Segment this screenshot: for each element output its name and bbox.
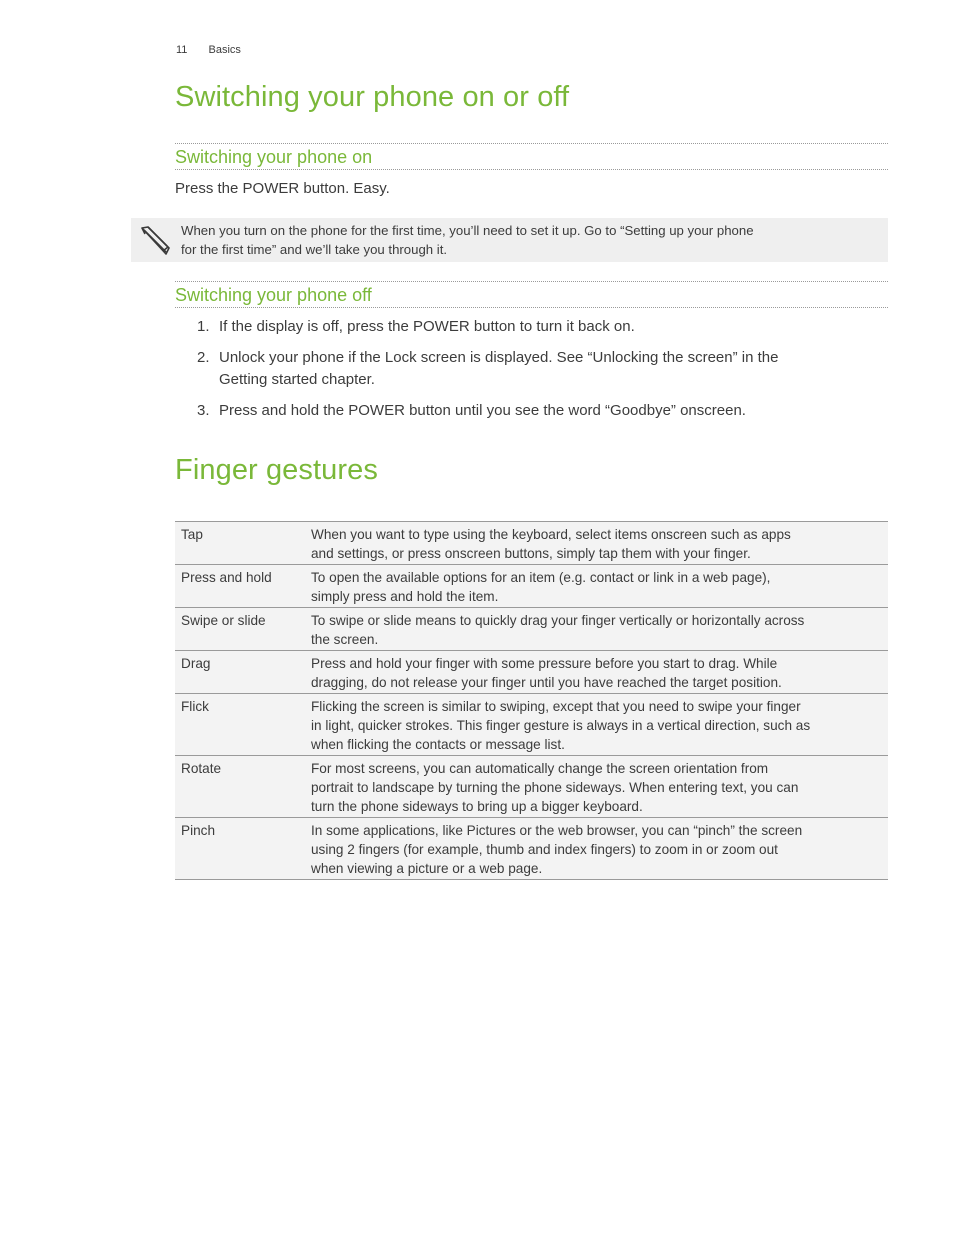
- page-content: [175, 80, 888, 880]
- gesture-description: [305, 818, 888, 880]
- phone-on-text: Press the POWER button. Easy.: [175, 180, 390, 197]
- gesture-term: Tap: [175, 522, 305, 565]
- description-line: When you want to type using the keyboard, select items onscreen such as apps: [311, 527, 791, 542]
- description-line: simply press and hold the item.: [311, 589, 499, 604]
- description-line: Flicking the screen is similar to swiping, except that you need to swipe your finger: [311, 699, 801, 714]
- page-header: [176, 44, 241, 56]
- description-line: using 2 fingers (for example, thumb and index fingers) to zoom in or zoom out: [311, 842, 778, 857]
- gestures-table: [175, 521, 888, 880]
- description-line: turn the phone sideways to bring up a bigger keyboard.: [311, 799, 643, 814]
- page-number: 11: [176, 44, 188, 56]
- gesture-term: Press and hold: [175, 565, 305, 608]
- section-name: Basics: [208, 44, 241, 56]
- gesture-description: [305, 694, 888, 756]
- table-row: [175, 608, 888, 651]
- step-text-line-1: Unlock your phone if the Lock screen is displayed. See “Unlocking the screen” in the: [219, 349, 779, 366]
- subheading-phone-off: Switching your phone off: [175, 281, 888, 308]
- description-line: the screen.: [311, 632, 379, 647]
- note-box: [131, 218, 888, 262]
- table-row: [175, 694, 888, 756]
- description-line: To open the available options for an item (e.g. contact or link in a web page),: [311, 570, 771, 585]
- description-line: when viewing a picture or a web page.: [311, 861, 543, 876]
- description-line: in light, quicker strokes. This finger gesture is always in a vertical direction, such as: [311, 718, 811, 733]
- description-line: Press and hold your finger with some pressure before you start to drag. While: [311, 656, 778, 671]
- step-text: Press and hold the POWER button until you see the word “Goodbye” onscreen.: [219, 402, 746, 419]
- gesture-description: [305, 651, 888, 694]
- table-row: [175, 522, 888, 565]
- gesture-term: Pinch: [175, 818, 305, 880]
- section-title-power: Switching your phone on or off: [175, 81, 570, 113]
- gesture-description: [305, 522, 888, 565]
- step-number: 2.: [197, 349, 210, 366]
- table-row: [175, 818, 888, 880]
- gesture-term: Flick: [175, 694, 305, 756]
- step-number: 1.: [197, 318, 210, 335]
- note-text-line-1: When you turn on the phone for the first time, you’ll need to set it up. Go to “Setting up your phone: [181, 223, 754, 238]
- gesture-term: Rotate: [175, 756, 305, 818]
- subheading-phone-on: Switching your phone on: [175, 143, 888, 170]
- table-row: [175, 756, 888, 818]
- gesture-term: Swipe or slide: [175, 608, 305, 651]
- list-item: [175, 400, 888, 422]
- table-row: [175, 651, 888, 694]
- list-item: [175, 347, 888, 391]
- step-text: If the display is off, press the POWER button to turn it back on.: [219, 318, 635, 335]
- description-line: dragging, do not release your finger until you have reached the target position.: [311, 675, 782, 690]
- description-line: portrait to landscape by turning the phone sideways. When entering text, you can: [311, 780, 799, 795]
- list-item: [175, 316, 888, 338]
- power-off-steps: [175, 316, 888, 422]
- description-line: For most screens, you can automatically change the screen orientation from: [311, 761, 769, 776]
- pencil-icon: [139, 224, 171, 256]
- note-text-line-2: for the first time” and we’ll take you through it.: [181, 242, 448, 257]
- description-line: when flicking the contacts or message list.: [311, 737, 565, 752]
- section-title-gestures: Finger gestures: [175, 454, 378, 486]
- gesture-description: [305, 565, 888, 608]
- table-row: [175, 565, 888, 608]
- description-line: To swipe or slide means to quickly drag your finger vertically or horizontally across: [311, 613, 805, 628]
- gesture-description: [305, 608, 888, 651]
- gesture-description: [305, 756, 888, 818]
- description-line: and settings, or press onscreen buttons, simply tap them with your finger.: [311, 546, 751, 561]
- gesture-term: Drag: [175, 651, 305, 694]
- step-number: 3.: [197, 402, 210, 419]
- description-line: In some applications, like Pictures or the web browser, you can “pinch” the screen: [311, 823, 803, 838]
- step-text-line-2: Getting started chapter.: [219, 371, 375, 388]
